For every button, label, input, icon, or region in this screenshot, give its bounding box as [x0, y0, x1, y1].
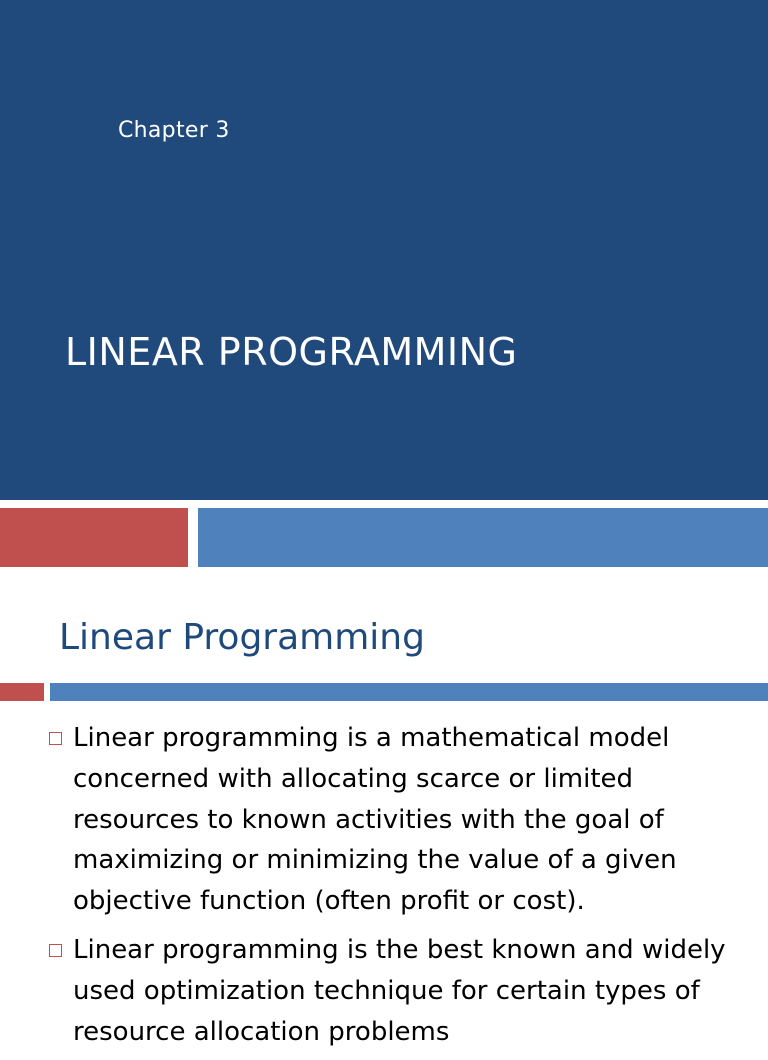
title-slide-red-band	[0, 508, 188, 567]
content-slide-red-band	[0, 683, 44, 701]
hollow-square-bullet-icon	[49, 944, 62, 957]
title-slide	[0, 0, 768, 500]
bullet-item	[48, 930, 760, 1052]
content-slide-title: Linear Programming	[59, 617, 425, 658]
hollow-square-bullet-icon	[49, 732, 62, 745]
title-slide-blue-band	[198, 508, 768, 567]
content-slide-blue-band	[50, 683, 768, 701]
bullet-text: Linear programming is a mathematical model concerned with allocating scarce or limited resources to known activities with the goal of maximizing or minimizing the value of a given objective function (often profit or cost).	[73, 723, 677, 917]
main-title: LINEAR PROGRAMMING	[65, 330, 518, 374]
chapter-label: Chapter 3	[118, 118, 230, 143]
bullet-item	[48, 718, 760, 922]
bullet-list	[48, 718, 760, 1060]
bullet-text: Linear programming is the best known and widely used optimization technique for certain types of resource allocation problems	[73, 934, 726, 1047]
